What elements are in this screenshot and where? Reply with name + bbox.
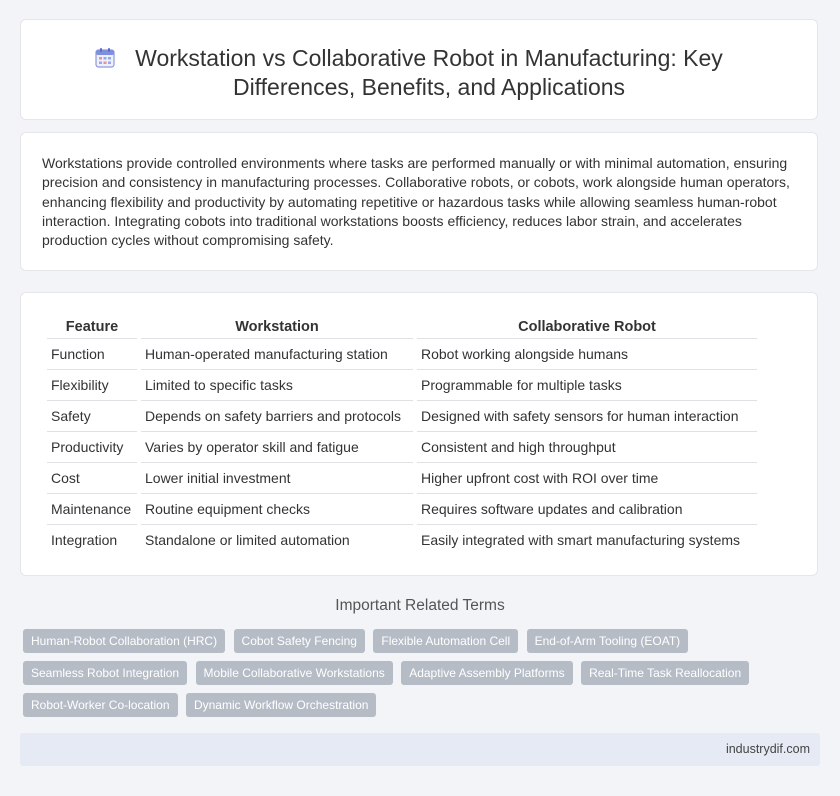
tag-link[interactable]: Dynamic Workflow Orchestration bbox=[186, 693, 377, 717]
header-feature: Feature bbox=[47, 314, 137, 339]
cell-workstation: Routine equipment checks bbox=[141, 494, 413, 525]
intro-paragraph: Workstations provide controlled environments where tasks are performed manually or with minimal automation, ensuring precision and consistency in manufacturing processes. Collaborative robots, or cobots, work alongside human operators, enhancing flexibility and productivity by automating repetitive or hazardous tasks while allowing seamless human-robot interaction. Integrating cobots into traditional workstations boosts efficiency, reduces labor strain, and accelerates production cycles without compromising safety. bbox=[42, 155, 790, 249]
table-row bbox=[47, 339, 757, 370]
cell-cobot: Consistent and high throughput bbox=[417, 432, 757, 463]
cell-cobot: Robot working alongside humans bbox=[417, 339, 757, 370]
comparison-card bbox=[20, 292, 818, 576]
comparison-table bbox=[43, 314, 761, 555]
cell-workstation: Limited to specific tasks bbox=[141, 370, 413, 401]
footer bbox=[20, 733, 820, 766]
tag-link[interactable]: Robot-Worker Co-location bbox=[23, 693, 178, 717]
cell-feature: Integration bbox=[51, 532, 118, 548]
cell-feature: Cost bbox=[47, 463, 137, 494]
table-row bbox=[47, 401, 757, 432]
tag-link[interactable]: Cobot Safety Fencing bbox=[234, 629, 365, 653]
tag-link[interactable]: Mobile Collaborative Workstations bbox=[196, 661, 393, 685]
footer-site-link[interactable]: industrydif.com bbox=[725, 742, 810, 756]
related-terms-heading: Important Related Terms bbox=[335, 597, 505, 614]
cell-cobot: Requires software updates and calibration bbox=[417, 494, 757, 525]
cell-cobot: Easily integrated with smart manufacturing systems bbox=[421, 532, 741, 548]
page-title: Workstation vs Collaborative Robot in Manufacturing: Key Differences, Benefits, and Applications bbox=[135, 45, 723, 100]
cell-workstation: Lower initial investment bbox=[141, 463, 413, 494]
cell-workstation: Depends on safety barriers and protocols bbox=[141, 401, 413, 432]
tag-link[interactable]: End-of-Arm Tooling (EOAT) bbox=[527, 629, 689, 653]
cell-feature: Safety bbox=[47, 401, 137, 432]
cell-workstation: Standalone or limited automation bbox=[145, 532, 350, 548]
header-collaborative-robot: Collaborative Robot bbox=[417, 314, 757, 339]
title-wrap bbox=[21, 44, 817, 102]
table-row bbox=[47, 494, 757, 525]
table-header-row bbox=[47, 314, 757, 339]
cell-cobot: Higher upfront cost with ROI over time bbox=[417, 463, 757, 494]
cell-workstation: Human-operated manufacturing station bbox=[141, 339, 413, 370]
tag-link[interactable]: Flexible Automation Cell bbox=[373, 629, 518, 653]
table-row bbox=[47, 370, 757, 401]
table-row bbox=[47, 432, 757, 463]
header-workstation: Workstation bbox=[141, 314, 413, 339]
cell-feature: Function bbox=[47, 339, 137, 370]
tag-link[interactable]: Seamless Robot Integration bbox=[23, 661, 187, 685]
table-row bbox=[47, 525, 757, 555]
tag-link[interactable]: Real-Time Task Reallocation bbox=[581, 661, 749, 685]
cell-workstation: Varies by operator skill and fatigue bbox=[141, 432, 413, 463]
related-tags bbox=[23, 629, 803, 725]
cell-feature: Flexibility bbox=[47, 370, 137, 401]
cell-cobot: Programmable for multiple tasks bbox=[417, 370, 757, 401]
table-row bbox=[47, 463, 757, 494]
tag-link[interactable]: Adaptive Assembly Platforms bbox=[401, 661, 572, 685]
cell-feature: Productivity bbox=[47, 432, 137, 463]
title-card bbox=[20, 19, 818, 120]
cell-feature: Maintenance bbox=[47, 494, 137, 525]
intro-card bbox=[20, 132, 818, 271]
cell-cobot: Designed with safety sensors for human interaction bbox=[417, 401, 757, 432]
tag-link[interactable]: Human-Robot Collaboration (HRC) bbox=[23, 629, 225, 653]
